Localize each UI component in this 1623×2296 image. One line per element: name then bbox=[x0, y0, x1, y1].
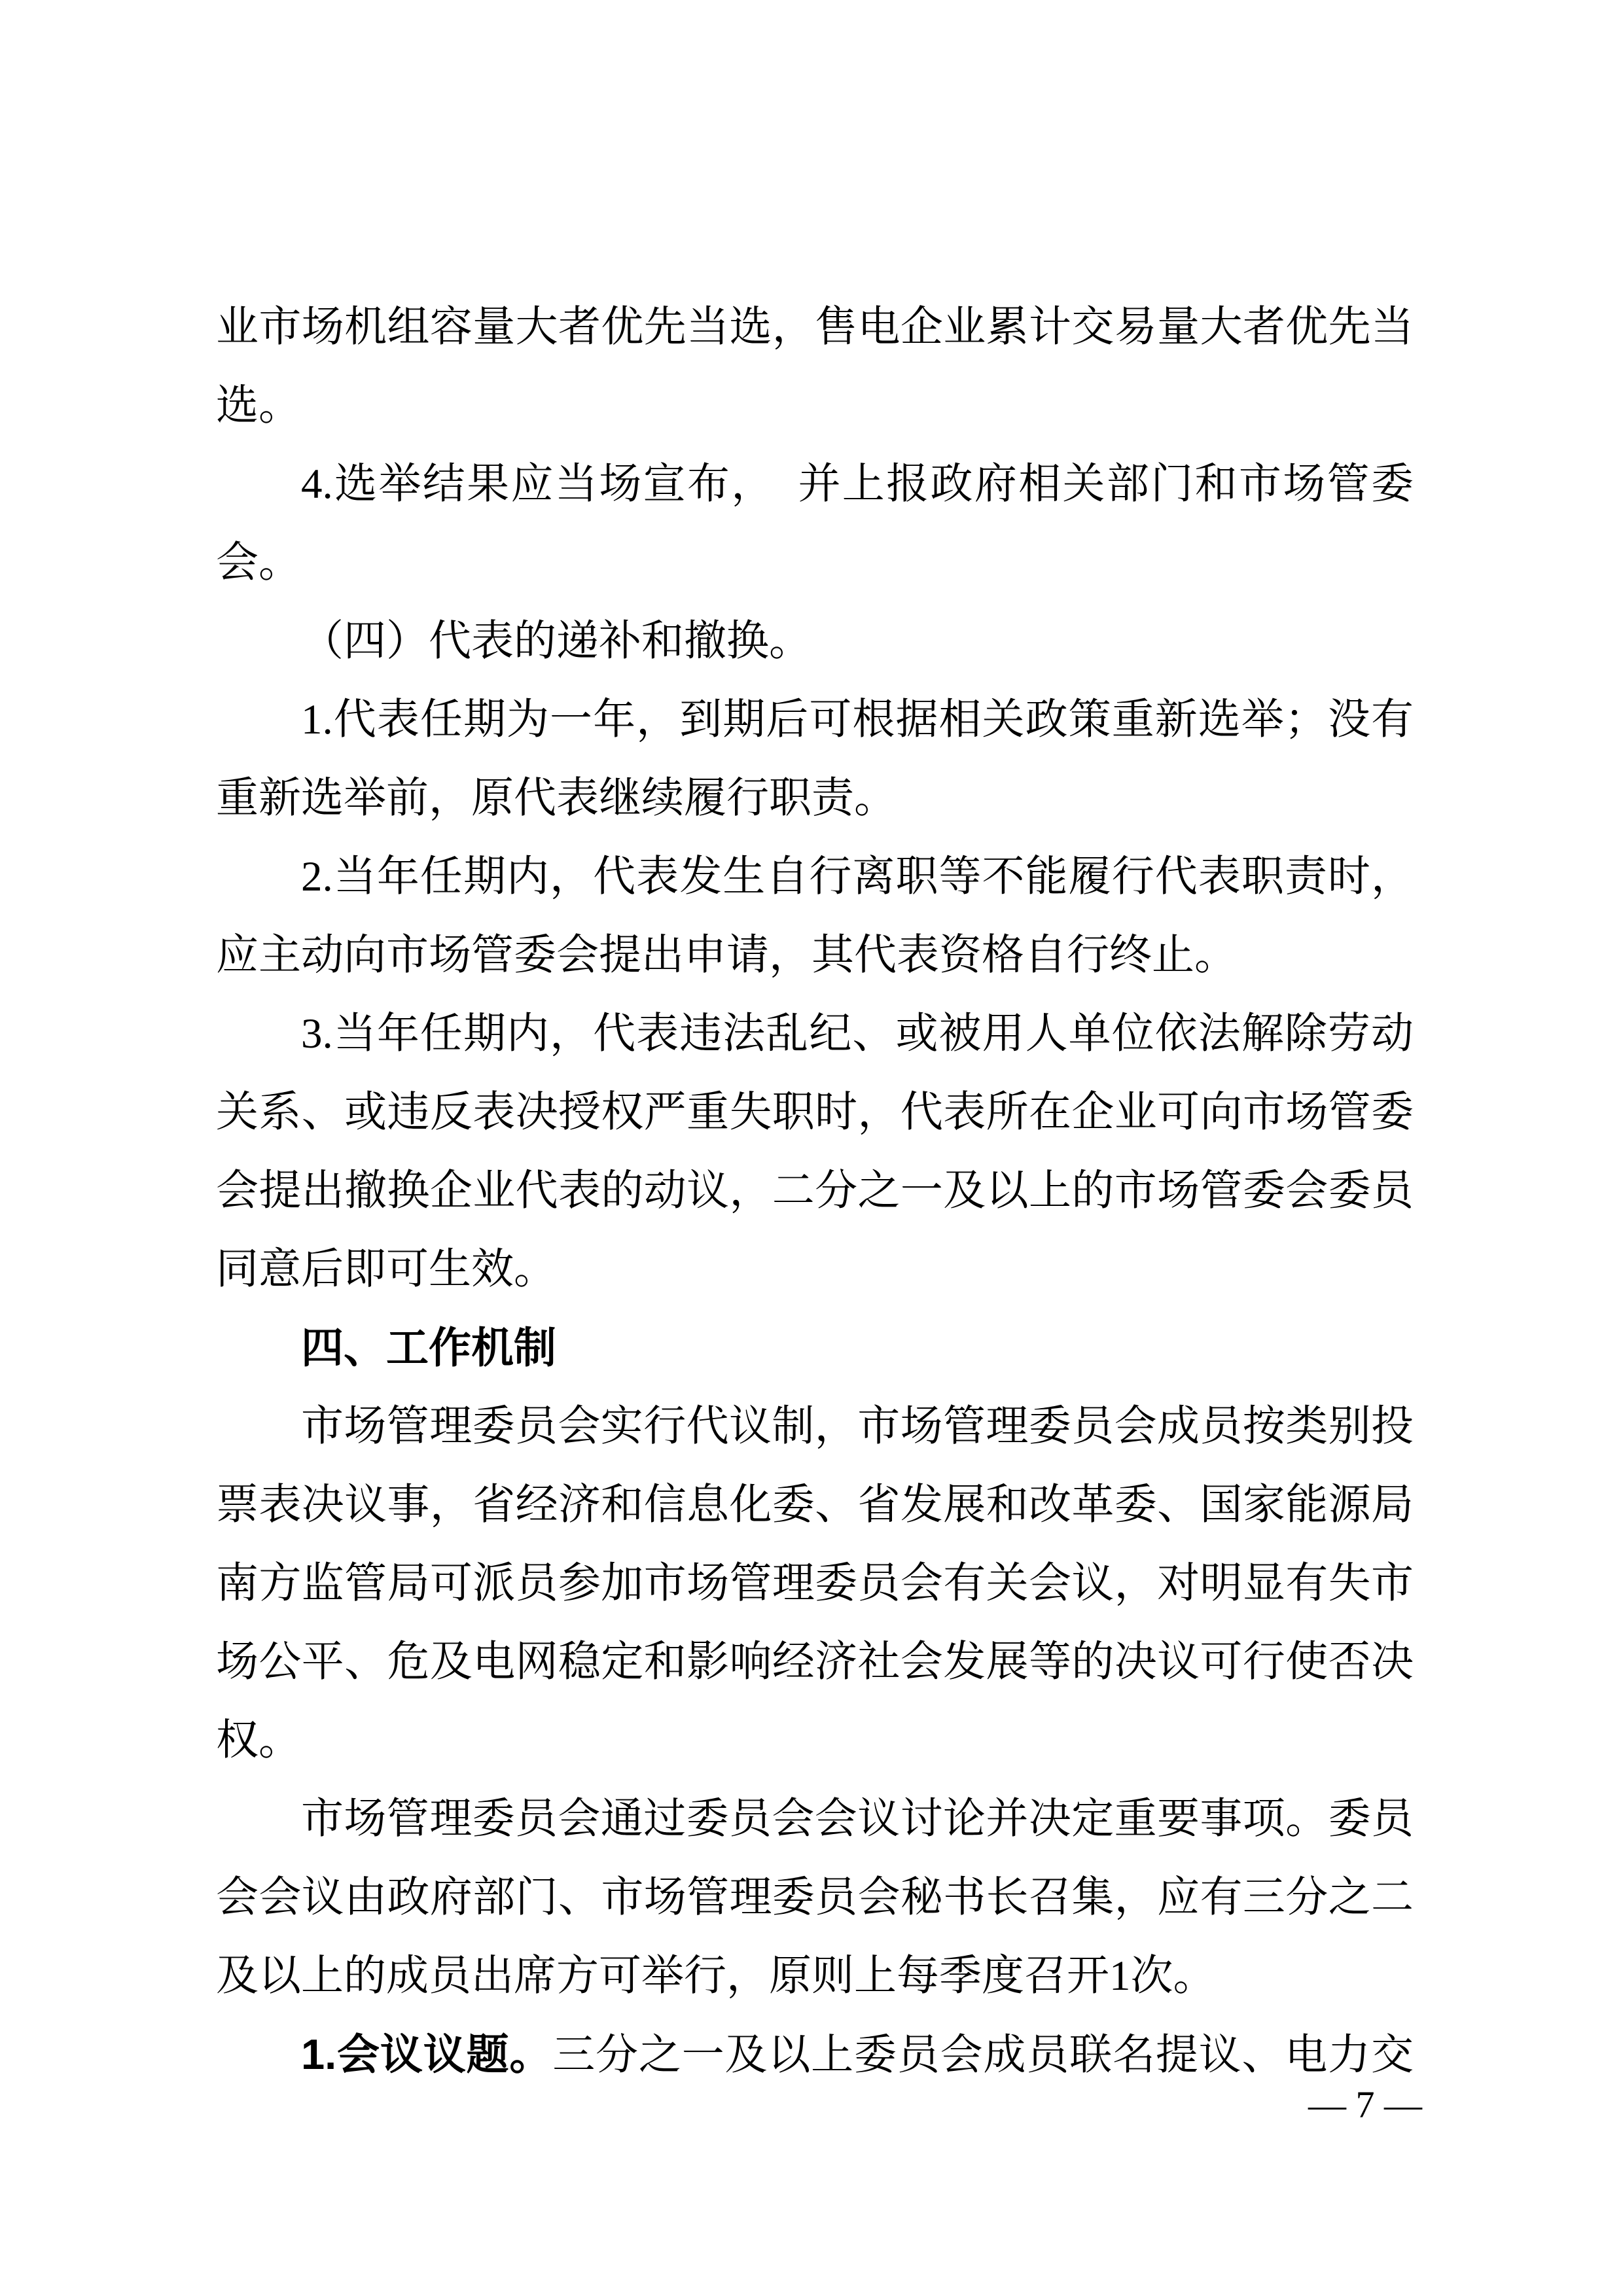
text-line bbox=[216, 1858, 1414, 1937]
text-line bbox=[216, 445, 1414, 523]
text-segment: 重新选举前，原代表继续履行职责。 bbox=[216, 775, 897, 822]
text-segment: 会提出撤换企业代表的动议，二分之一及以上的市场管委会委员 bbox=[216, 1167, 1414, 1214]
text-segment: 四、工作机制 bbox=[301, 1324, 557, 1371]
text-line bbox=[216, 366, 1414, 445]
text-line bbox=[216, 523, 1414, 602]
text-segment: 市场管理委员会实行代议制，市场管理委员会成员按类别投 bbox=[301, 1403, 1414, 1450]
text-line bbox=[216, 1309, 1414, 1387]
text-segment: 场公平、危及电网稳定和影响经济社会发展等的决议可行使否决 bbox=[216, 1638, 1414, 1686]
text-segment: 4.选举结果应当场宣布， 并上报政府相关部门和市场管委 bbox=[301, 461, 1414, 508]
text-line bbox=[216, 680, 1414, 759]
text-line bbox=[216, 1152, 1414, 1230]
text-line bbox=[216, 995, 1414, 1073]
text-segment: 关系、或违反表决授权严重失职时，代表所在企业可向市场管委 bbox=[216, 1089, 1414, 1136]
text-line bbox=[216, 602, 1414, 680]
text-line bbox=[216, 2015, 1414, 2094]
text-segment: 1.代表任期为一年，到期后可根据相关政策重新选举；没有 bbox=[301, 696, 1414, 743]
page-number: — 7 — bbox=[1308, 2083, 1422, 2126]
text-segment: 业市场机组容量大者优先当选，售电企业累计交易量大者优先当 bbox=[216, 304, 1414, 351]
text-line bbox=[216, 1387, 1414, 1466]
text-line bbox=[216, 1230, 1414, 1309]
text-line bbox=[216, 1701, 1414, 1780]
run-in-heading: 1.会议议题。 bbox=[301, 2030, 553, 2078]
text-segment: 市场管理委员会通过委员会会议讨论并决定重要事项。委员 bbox=[301, 1795, 1414, 1843]
text-line bbox=[216, 759, 1414, 838]
text-segment: 权。 bbox=[216, 1717, 302, 1764]
text-line bbox=[216, 1466, 1414, 1544]
text-line bbox=[216, 1544, 1414, 1623]
text-line bbox=[216, 916, 1414, 995]
text-segment: 南方监管局可派员参加市场管理委员会有关会议，对明显有失市 bbox=[216, 1560, 1414, 1607]
text-segment: 选。 bbox=[216, 382, 302, 429]
text-segment: 应主动向市场管委会提出申请，其代表资格自行终止。 bbox=[216, 932, 1238, 979]
text-segment: 及以上的成员出席方可举行，原则上每季度召开1次。 bbox=[216, 1952, 1216, 2000]
text-segment: 三分之一及以上委员会成员联名提议、电力交 bbox=[552, 2032, 1414, 2079]
text-segment: 会。 bbox=[216, 539, 302, 586]
text-line bbox=[216, 1780, 1414, 1858]
text-line bbox=[216, 1937, 1414, 2015]
text-segment: 2.当年任期内，代表发生自行离职等不能履行代表职责时， bbox=[301, 853, 1414, 900]
text-segment: 同意后即可生效。 bbox=[216, 1246, 557, 1293]
text-line bbox=[216, 1073, 1414, 1152]
text-line bbox=[216, 288, 1414, 366]
text-segment: （四）代表的递补和撤换。 bbox=[301, 618, 812, 665]
text-line bbox=[216, 1623, 1414, 1701]
text-segment: 3.当年任期内，代表违法乱纪、或被用人单位依法解除劳动 bbox=[301, 1010, 1414, 1057]
text-line bbox=[216, 838, 1414, 916]
text-segment: 票表决议事，省经济和信息化委、省发展和改革委、国家能源局 bbox=[216, 1481, 1414, 1528]
text-segment: 会会议由政府部门、市场管理委员会秘书长召集，应有三分之二 bbox=[216, 1874, 1414, 1921]
text-block bbox=[216, 288, 1414, 2094]
